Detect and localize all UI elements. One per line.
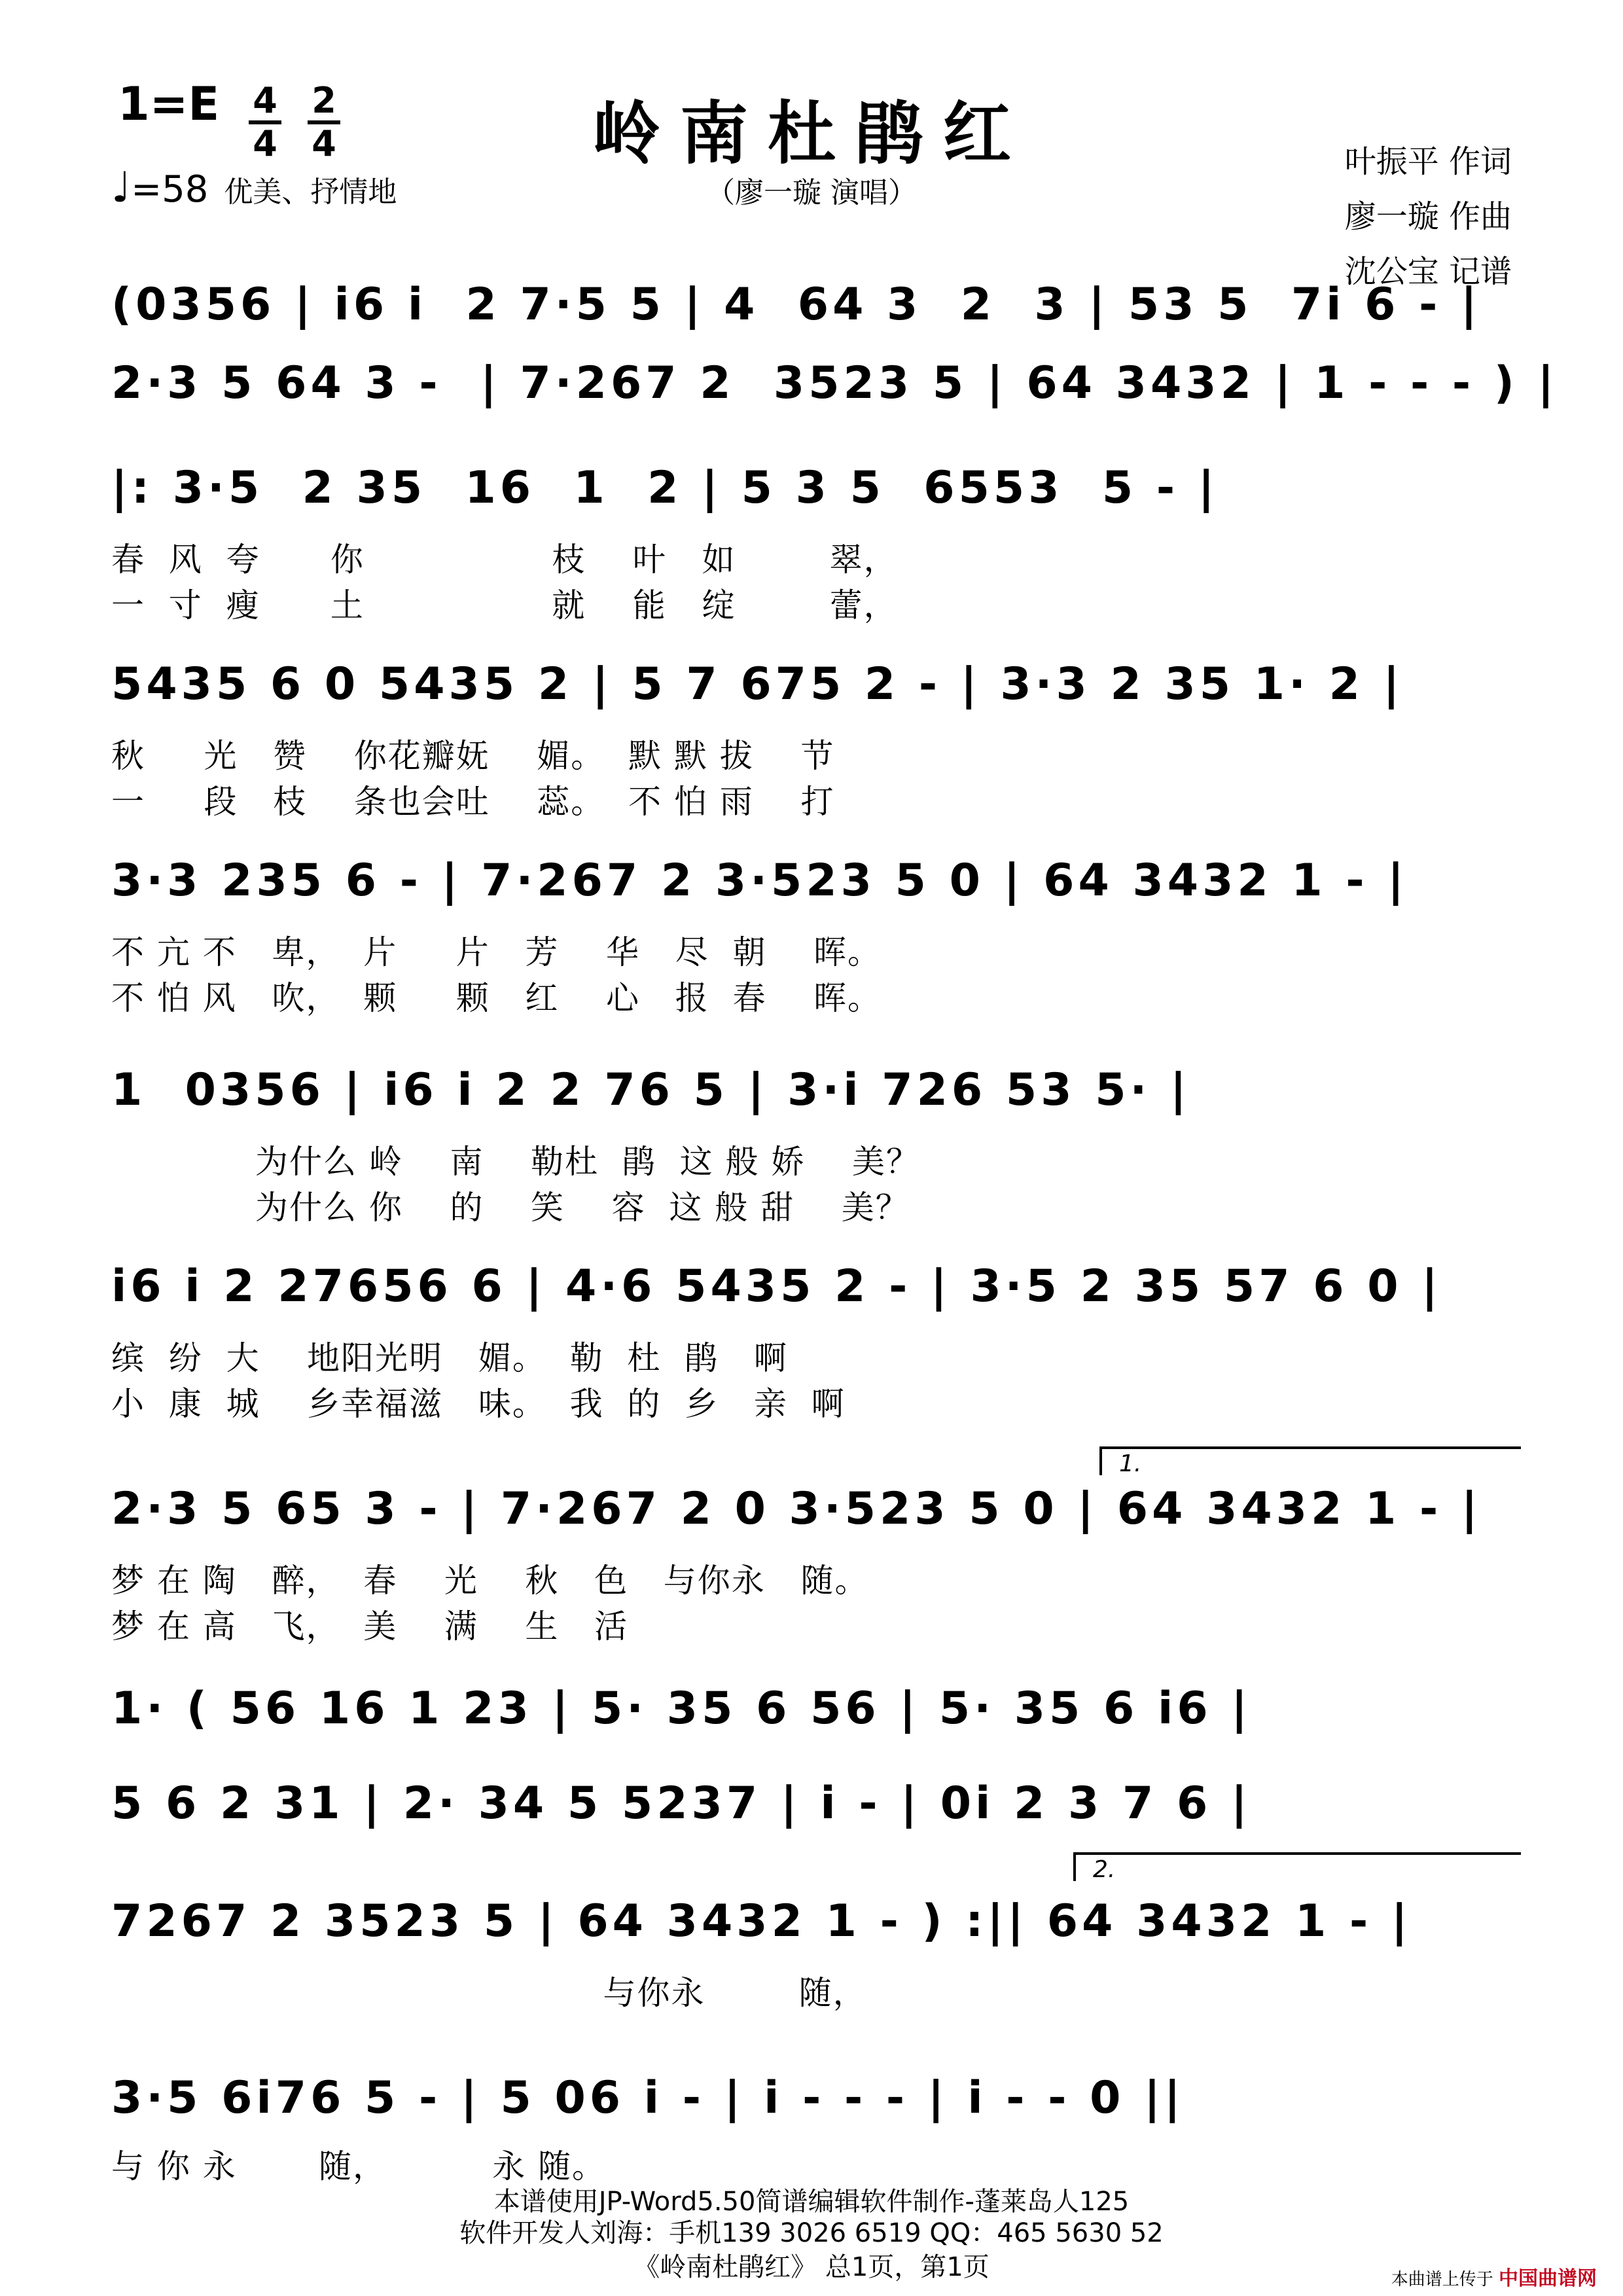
song-title: 岭南杜鹃红 bbox=[592, 93, 1031, 173]
second-ending-bracket: 2. bbox=[1073, 1852, 1521, 1881]
lyrics-row-8-verse-1: 梦 在 陶 醉， 春 光 秋 色 与你永 随。 bbox=[111, 1562, 869, 1600]
transcriber: 沈公宝 记谱 bbox=[1344, 253, 1512, 290]
footer-developer-contact: 软件开发人刘海：手机139 3026 6519 QQ：465 5630 52 bbox=[459, 2218, 1164, 2248]
score-row-10: 5 6 2 31 | 2· 34 5 5237 | i - | 0i 2 3 7 6 | bbox=[111, 1777, 1251, 1829]
quarter-note-icon: ♩ bbox=[111, 164, 132, 212]
site-watermark: 本曲谱上传于 中国曲谱网 bbox=[1391, 2267, 1597, 2290]
lyrics-row-5-verse-1: 不 亢 不 卑， 片 片 芳 华 尽 朝 晖。 bbox=[111, 933, 882, 971]
lyrics-row-4-verse-2: 一 段 枝 条也会吐 蕊。 不 怕 雨 打 bbox=[111, 783, 835, 821]
lyrics-row-8-verse-2: 梦 在 高 飞， 美 满 生 活 bbox=[111, 1607, 629, 1645]
score-row-5: 3·3 235 6 - | 7·267 2 3·523 5 0 | 64 3432 1 - | bbox=[111, 854, 1408, 906]
score-row-3: |: 3·5 2 35 16 1 2 | 5 3 5 6553 5 - | bbox=[111, 461, 1219, 514]
composer: 廖一璇 作曲 bbox=[1344, 198, 1512, 235]
lyrics-row-7-verse-1: 缤 纷 大 地阳光明 媚。 勒 杜 鹃 啊 bbox=[111, 1339, 788, 1377]
lyrics-row-3-verse-1: 春 风 夸 你 枝 叶 如 翠， bbox=[111, 541, 898, 579]
lyrics-row-12: 与 你 永 随， 永 随。 bbox=[111, 2147, 606, 2185]
score-row-11: 7267 2 3523 5 | 64 3432 1 - ) :|| 64 3432 1 - | bbox=[111, 1895, 1412, 1947]
score-row-2: 2·3 5 64 3 - | 7·267 2 3523 5 | 64 3432 | 1 - - - ) | bbox=[111, 357, 1558, 409]
score-row-6: 1 0356 | i6 i 2 2 76 5 | 3·i 726 53 5· | bbox=[111, 1064, 1190, 1116]
score-row-8: 2·3 5 65 3 - | 7·267 2 0 3·523 5 0 | 64 3432 1 - | bbox=[111, 1482, 1482, 1535]
time-signature-2-4: 2 4 bbox=[308, 82, 340, 162]
lyrics-row-6-verse-1: 为什么 岭 南 勒杜 鹃 这 般 娇 美？ bbox=[255, 1143, 920, 1181]
lyrics-row-3-verse-2: 一 寸 瘦 土 就 能 绽 蕾， bbox=[111, 586, 898, 624]
score-row-9: 1· ( 56 16 1 23 | 5· 35 6 56 | 5· 35 6 i6 | bbox=[111, 1682, 1252, 1734]
lyrics-row-6-verse-2: 为什么 你 的 笑 容 这 般 甜 美？ bbox=[255, 1189, 910, 1227]
tempo-marking: ♩=58 优美、抒情地 bbox=[111, 164, 397, 212]
lyricist: 叶振平 作词 bbox=[1344, 143, 1512, 180]
footer-page-info: 《岭南杜鹃红》 总1页，第1页 bbox=[633, 2252, 990, 2282]
score-row-4: 5435 6 0 5435 2 | 5 7 675 2 - | 3·3 2 35 1· 2 | bbox=[111, 658, 1404, 710]
lyrics-row-11: 与你永 随， bbox=[111, 1974, 867, 2012]
score-row-7: i6 i 2 27656 6 | 4·6 5435 2 - | 3·5 2 35 57 6 0 | bbox=[111, 1260, 1442, 1312]
key-signature: 1=E bbox=[118, 77, 220, 131]
lyrics-row-4-verse-1: 秋 光 赞 你花瓣妩 媚。 默 默 拔 节 bbox=[111, 737, 835, 775]
score-row-1: (0356 | i6 i 2 7·5 5 | 4 64 3 2 3 | 53 5 7i 6 - | bbox=[111, 278, 1481, 331]
footer-software-note: 本谱使用JP-Word5.50简谱编辑软件制作-蓬莱岛人125 bbox=[493, 2187, 1130, 2217]
lyrics-row-5-verse-2: 不 怕 风 吹， 颗 颗 红 心 报 春 晖。 bbox=[111, 979, 882, 1017]
time-signature-4-4: 4 4 bbox=[249, 82, 281, 162]
score-row-12: 3·5 6i76 5 - | 5 06 i - | i - - - | i - - 0 || bbox=[111, 2072, 1185, 2124]
performer-note: （廖一璇 演唱） bbox=[706, 176, 917, 209]
lyrics-row-7-verse-2: 小 康 城 乡幸福滋 味。 我 的 乡 亲 啊 bbox=[111, 1385, 846, 1423]
first-ending-bracket: 1. bbox=[1099, 1446, 1521, 1475]
